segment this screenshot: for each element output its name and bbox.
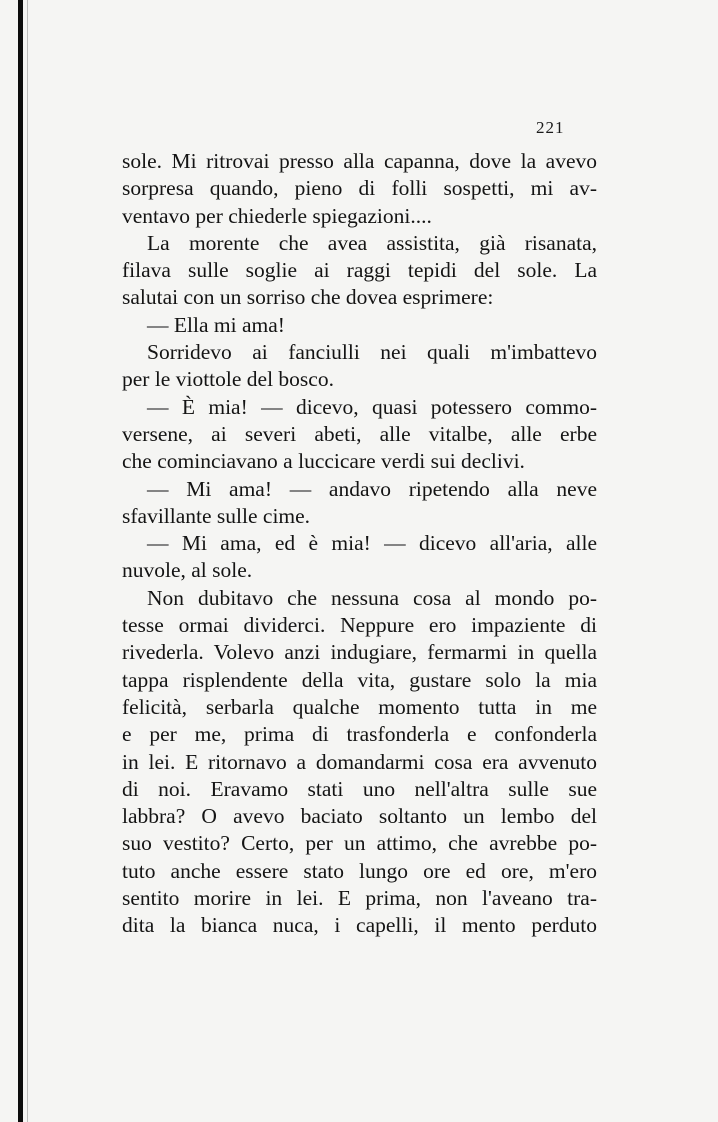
page-binding-shadow [27, 0, 28, 1122]
text-line: per le viottole del bosco. [122, 367, 334, 392]
body-text [122, 148, 597, 940]
text-line: tappa risplendente della vita, gustare solo la mia [122, 667, 597, 692]
text-line: dita la bianca nuca, i capelli, il mento perduto [122, 913, 597, 938]
text-line: sfavillante sulle cime. [122, 503, 311, 528]
text-line: — Ella mi ama! [147, 312, 285, 337]
text-line: tesse ormai dividerci. Neppure ero impaziente di [122, 613, 597, 638]
text-line: tuto anche essere stato lungo ore ed ore, m'ero [122, 858, 597, 883]
text-line: — Mi ama! — andavo ripetendo alla neve [147, 476, 597, 501]
text-line: rivederla. Volevo anzi indugiare, fermarmi in quella [122, 640, 597, 665]
text-line: felicità, serbarla qualche momento tutta in me [122, 694, 597, 719]
text-line: versene, ai severi abeti, alle vitalbe, alle erbe [122, 421, 597, 446]
text-line: filava sulle soglie ai raggi tepidi del sole. La [122, 258, 597, 283]
page-binding-edge [18, 0, 23, 1122]
text-line: che cominciavano a luccicare verdi sui declivi. [122, 449, 525, 474]
text-line: — Mi ama, ed è mia! — dicevo all'aria, alle [147, 531, 597, 556]
text-line: di noi. Eravamo stati uno nell'altra sulle sue [122, 776, 597, 801]
text-line: — È mia! — dicevo, quasi potessero commo- [147, 394, 597, 419]
text-line: La morente che avea assistita, già risanata, [147, 230, 597, 255]
text-line: nuvole, al sole. [122, 558, 253, 583]
text-line: sentito morire in lei. E prima, non l'aveano tra- [122, 886, 597, 911]
text-line: in lei. E ritornavo a domandarmi cosa era avvenuto [122, 749, 597, 774]
text-line: salutai con un sorriso che dovea esprimere: [122, 285, 494, 310]
text-line: sorpresa quando, pieno di folli sospetti, mi av- [122, 176, 597, 201]
text-line: Sorridevo ai fanciulli nei quali m'imbattevo [147, 340, 597, 365]
text-line: ventavo per chiederle spiegazioni.... [122, 203, 432, 228]
text-line: labbra? O avevo baciato soltanto un lembo del [122, 804, 597, 829]
text-line: sole. Mi ritrovai presso alla capanna, dove la avevo [122, 149, 597, 173]
text-line: e per me, prima di trasfonderla e confonderla [122, 722, 597, 747]
page-number: 221 [536, 118, 565, 137]
text-line: suo vestito? Certo, per un attimo, che avrebbe po- [122, 831, 597, 856]
text-line: Non dubitavo che nessuna cosa al mondo po- [147, 585, 597, 610]
